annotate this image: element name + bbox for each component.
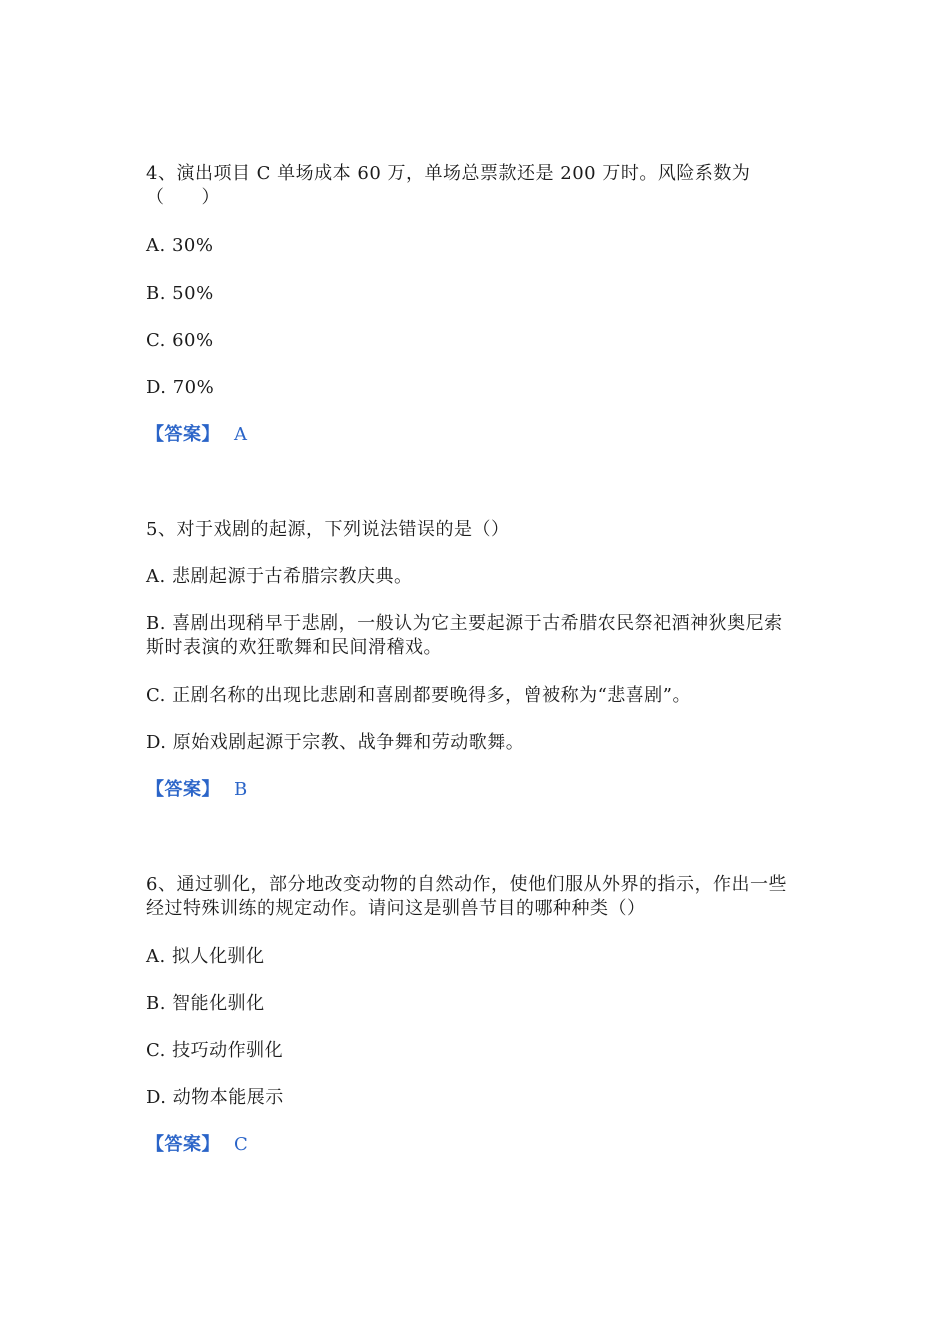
question-6-stem-line-1: 6、通过驯化，部分地改变动物的自然动作，使他们服从外界的指示，作出一些 bbox=[146, 874, 787, 895]
question-5-option-c: C. 正剧名称的出现比悲剧和喜剧都要晚得多，曾被称为“悲喜剧”。 bbox=[146, 685, 691, 706]
question-4-stem-line-2: （ ） bbox=[146, 187, 220, 208]
question-6-stem-line-2: 经过特殊训练的规定动作。请问这是驯兽节目的哪种种类（） bbox=[146, 898, 646, 919]
question-5-option-b-line-2: 斯时表演的欢狂歌舞和民间滑稽戏。 bbox=[146, 637, 442, 658]
question-6-option-a: A. 拟人化驯化 bbox=[146, 946, 265, 967]
question-4-option-d: D. 70% bbox=[146, 377, 215, 398]
question-6-option-c: C. 技巧动作驯化 bbox=[146, 1040, 284, 1061]
answer-label: 【答案】 bbox=[146, 779, 220, 800]
question-4-option-b: B. 50% bbox=[146, 283, 214, 304]
question-4-option-a: A. 30% bbox=[146, 235, 214, 256]
question-6-option-b: B. 智能化驯化 bbox=[146, 993, 265, 1014]
question-4-answer bbox=[146, 423, 248, 447]
question-5-stem-line-1: 5、对于戏剧的起源，下列说法错误的是（） bbox=[146, 519, 510, 540]
question-6-answer bbox=[146, 1133, 248, 1157]
question-5-answer bbox=[146, 778, 248, 802]
question-5-option-a: A. 悲剧起源于古希腊宗教庆典。 bbox=[146, 566, 413, 587]
question-5-option-b-line-1: B. 喜剧出现稍早于悲剧，一般认为它主要起源于古希腊农民祭祀酒神狄奥尼索 bbox=[146, 613, 783, 634]
answer-value: B bbox=[234, 779, 248, 800]
question-4-stem-line-1: 4、演出项目 C 单场成本 60 万，单场总票款还是 200 万时。风险系数为 bbox=[146, 163, 751, 184]
answer-value: C bbox=[234, 1134, 249, 1155]
answer-label: 【答案】 bbox=[146, 424, 220, 445]
answer-value: A bbox=[234, 424, 248, 445]
question-5-option-d: D. 原始戏剧起源于宗教、战争舞和劳动歌舞。 bbox=[146, 732, 525, 753]
question-6-option-d: D. 动物本能展示 bbox=[146, 1087, 284, 1108]
answer-label: 【答案】 bbox=[146, 1134, 220, 1155]
question-4-option-c: C. 60% bbox=[146, 330, 214, 351]
